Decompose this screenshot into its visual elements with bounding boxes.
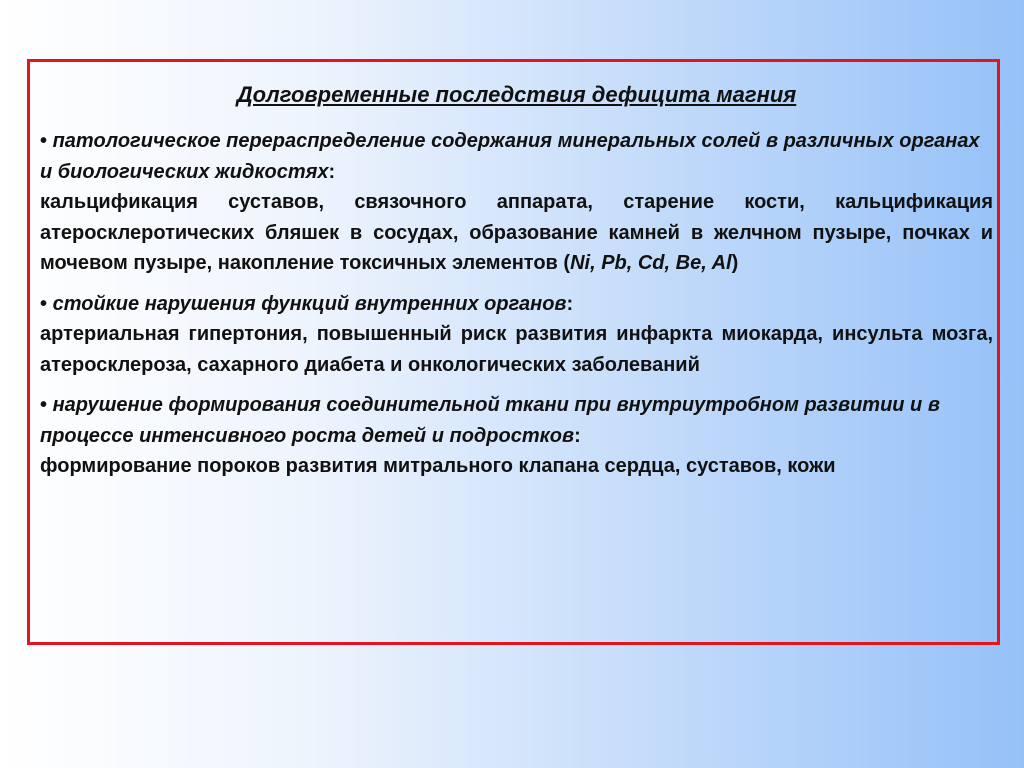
item-organ-dysfunction bbox=[40, 289, 993, 381]
item-mineral-redistribution bbox=[40, 126, 993, 279]
item-detail: кальцификация суставов, связочного аппарата, старение кости, кальцификация атеросклеротических бляшек в сосудах, образование камней в желчном пузыре, почках и мочевом пузыре, накопление токсичных элементов (Ni, Pb, Cd, Be, Al) bbox=[40, 191, 993, 274]
colon: : bbox=[328, 160, 336, 183]
item-detail: формирование пороков развития митрального клапана сердца, суставов, кожи bbox=[40, 455, 836, 477]
toxic-elements: Ni, Pb, Cd, Be, Al bbox=[570, 252, 732, 274]
bullet-icon: • bbox=[40, 394, 48, 416]
item-lead: нарушение формирования соединительной ткани при внутриутробном развитии и в процессе интенсивного роста детей и подростков bbox=[40, 394, 940, 447]
slide-title: Долговременные последствия дефицита магния bbox=[236, 82, 797, 107]
slide-content bbox=[40, 78, 993, 492]
bullet-icon: • bbox=[40, 292, 48, 315]
item-lead: патологическое перераспределение содержания минеральных солей в различных органах и биологических жидкостях bbox=[40, 130, 980, 183]
bullet-icon: • bbox=[40, 130, 48, 152]
item-detail: артериальная гипертония, повышенный риск развития инфаркта миокарда, инсульта мозга, атеросклероза, сахарного диабета и онкологических заболеваний bbox=[40, 323, 993, 376]
colon: : bbox=[574, 424, 581, 447]
colon: : bbox=[566, 292, 574, 315]
item-lead: стойкие нарушения функций внутренних органов bbox=[52, 292, 567, 315]
item-connective-tissue bbox=[40, 390, 993, 482]
